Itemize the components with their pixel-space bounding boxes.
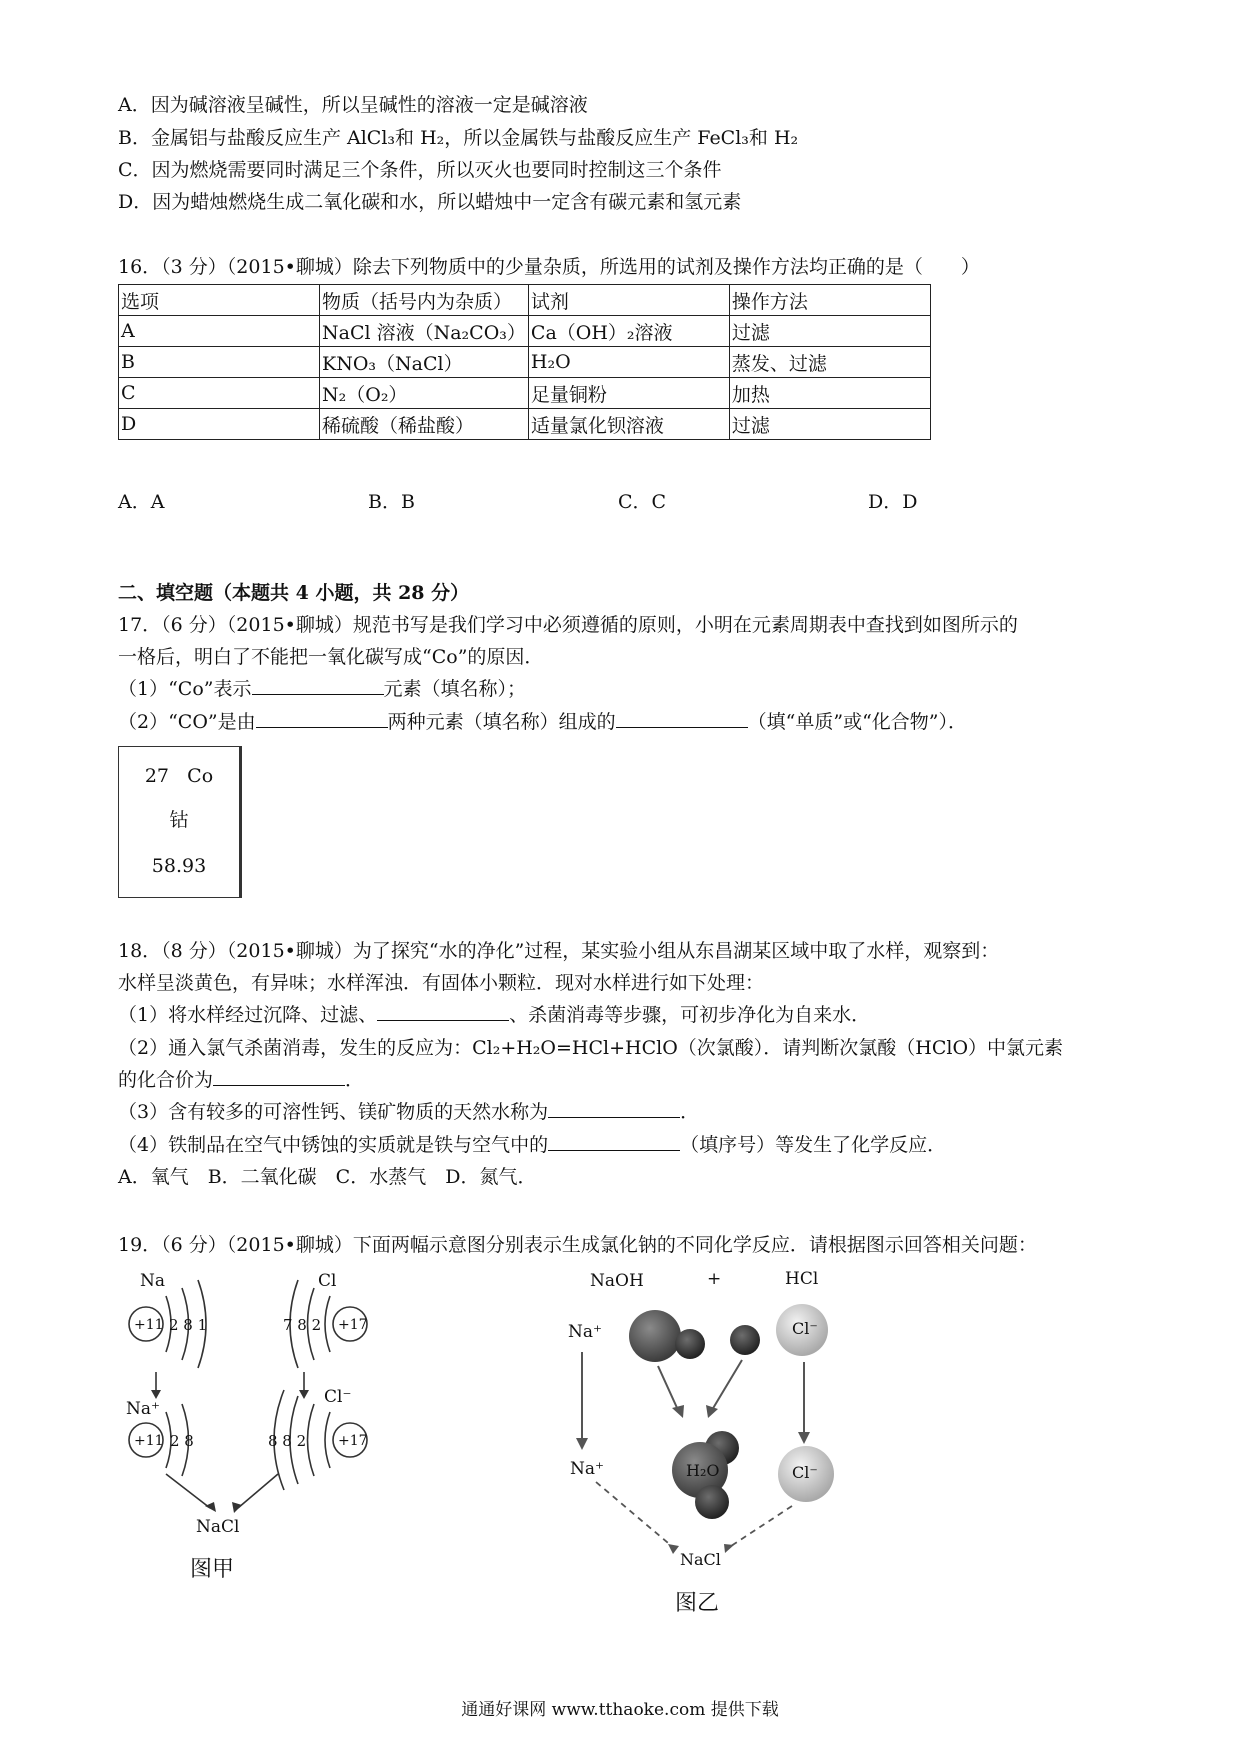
cl-ion-top: Cl⁻ xyxy=(792,1319,818,1338)
cl-ion-shells: 8 8 2 xyxy=(268,1432,307,1450)
arrowhead xyxy=(299,1390,309,1399)
arrowhead xyxy=(672,1405,684,1418)
q16-option-c: C．C xyxy=(618,491,667,513)
answer-blank[interactable] xyxy=(213,1067,345,1086)
page-footer: 通通好课网 www.tthaoke.com 提供下载 xyxy=(461,1700,779,1720)
arrow-line xyxy=(658,1366,678,1410)
q15-option-d: D．因为蜡烛燃烧生成二氧化碳和水，所以蜡烛中一定含有碳元素和氢元素 xyxy=(118,191,742,213)
arrowhead xyxy=(205,1502,216,1512)
q15-option-a: A．因为碱溶液呈碱性，所以呈碱性的溶液一定是碱溶液 xyxy=(118,94,588,116)
na-ion-nucleus: +11 xyxy=(134,1433,164,1449)
table-cell: 过滤 xyxy=(729,316,930,347)
q17-part1-text: （1）“Co”表示 xyxy=(118,678,252,700)
q18-part3-text: （3）含有较多的可溶性钙、镁矿物质的天然水称为 xyxy=(118,1101,549,1123)
dashed-arrow-line xyxy=(728,1506,792,1548)
q18-stem-line1: 18．（8 分）（2015•聊城）为了探究“水的净化”过程，某实验小组从东昌湖某区域中取了水样，观察到： xyxy=(118,940,1000,962)
table-cell: 稀硫酸（稀盐酸） xyxy=(320,409,529,440)
element-name: 钴 xyxy=(169,809,189,831)
na-ion-top: Na⁺ xyxy=(568,1322,602,1342)
answer-blank[interactable] xyxy=(548,1099,680,1118)
table-cell: N₂（O₂） xyxy=(320,378,529,409)
table-cell: D xyxy=(119,409,320,440)
element-symbol: Co xyxy=(187,765,214,787)
table-cell: 蒸发、过滤 xyxy=(729,347,930,378)
na-ion-shells: 2 8 xyxy=(170,1432,194,1450)
naoh-hydrogen-sphere xyxy=(675,1329,705,1359)
na-label: Na xyxy=(140,1271,166,1291)
table-header-row xyxy=(119,285,931,316)
answer-blank[interactable] xyxy=(256,709,388,728)
q18-part1-text-after: 、杀菌消毒等步骤，可初步净化为自来水． xyxy=(509,1004,871,1026)
arrowhead xyxy=(706,1405,718,1418)
q18-choices: A．氧气 B．二氧化碳 C．水蒸气 D．氮气． xyxy=(118,1166,537,1188)
arrowhead xyxy=(798,1432,810,1444)
cl-shell-arc xyxy=(325,1296,330,1352)
figure-yi xyxy=(560,1262,940,1612)
q18-part4 xyxy=(118,1132,946,1158)
q18-part3 xyxy=(118,1099,699,1125)
q18-part4-text-after: （填序号）等发生了化学反应． xyxy=(680,1134,947,1156)
hcl-label: HCl xyxy=(785,1269,819,1289)
q18-part4-text: （4）铁制品在空气中锈蚀的实质就是铁与空气中的 xyxy=(118,1134,549,1156)
water-hydrogen-sphere xyxy=(695,1485,729,1519)
figure-caption: 图甲 xyxy=(190,1557,235,1582)
arrow-line xyxy=(712,1360,742,1410)
section-title: 二、填空题（本题共 4 小题，共 28 分） xyxy=(118,582,470,604)
arrowhead xyxy=(668,1544,679,1554)
answer-blank[interactable] xyxy=(548,1132,680,1151)
q17-stem-line1: 17．（6 分）（2015•聊城）规范书写是我们学习中必须遵循的原则，小明在元素周期表中查找到如图所示的 xyxy=(118,614,1018,636)
arrow-line xyxy=(238,1474,278,1508)
q15-option-b: B．金属铝与盐酸反应生产 AlCl₃和 H₂，所以金属铁与盐酸反应生产 FeCl₃和 H₂ xyxy=(118,127,799,149)
table-cell: Ca（OH）₂溶液 xyxy=(528,316,729,347)
answer-blank[interactable] xyxy=(616,709,748,728)
table-row xyxy=(119,347,931,378)
q16-stem: 16．（3 分）（2015•聊城）除去下列物质中的少量杂质，所选用的试剂及操作方法均正确的是（ ） xyxy=(118,256,980,278)
cl-ion-bottom: Cl⁻ xyxy=(792,1463,818,1482)
q17-part2-text-mid: 两种元素（填名称）组成的 xyxy=(387,711,616,733)
hcl-hydrogen-sphere xyxy=(730,1325,760,1355)
cl-ion-label: Cl⁻ xyxy=(324,1387,352,1407)
q18-part1-text: （1）将水样经过沉降、过滤、 xyxy=(118,1004,378,1026)
q15-option-c: C．因为燃烧需要同时满足三个条件，所以灭火也要同时控制这三个条件 xyxy=(118,159,722,181)
q17-part2-text-after: （填“单质”或“化合物”）． xyxy=(747,711,968,733)
table-cell: KNO₃（NaCl） xyxy=(320,347,529,378)
na-ion-label: Na⁺ xyxy=(126,1399,160,1419)
q18-part1 xyxy=(118,1002,870,1028)
q18-stem-line2: 水样呈淡黄色，有异味；水样浑浊．有固体小颗粒．现对水样进行如下处理： xyxy=(118,972,765,994)
table-header: 试剂 xyxy=(528,285,729,316)
na-ion-bottom: Na⁺ xyxy=(570,1459,604,1479)
table-cell: 足量铜粉 xyxy=(528,378,729,409)
arrowhead xyxy=(724,1544,734,1553)
arrowhead xyxy=(151,1390,161,1399)
q17-part2 xyxy=(118,709,967,735)
table-cell: 加热 xyxy=(729,378,930,409)
q18-part2-text-after: ． xyxy=(345,1069,365,1091)
table-row xyxy=(119,409,931,440)
nacl-product: NaCl xyxy=(196,1517,240,1537)
dashed-arrow-line xyxy=(596,1482,674,1548)
q17-stem-line2: 一格后，明白了不能把一氧化碳写成“Co”的原因． xyxy=(118,646,544,668)
cl-shells: 7 8 2 xyxy=(283,1316,322,1334)
answer-blank[interactable] xyxy=(252,676,384,695)
q16-option-d: D．D xyxy=(868,491,918,513)
cl-label: Cl xyxy=(318,1271,337,1291)
table-cell: 过滤 xyxy=(729,409,930,440)
na-shells: 2 8 1 xyxy=(169,1316,208,1334)
naoh-oxygen-sphere xyxy=(629,1310,681,1362)
atomic-mass: 58.93 xyxy=(151,855,207,877)
q17-part1-text-after: 元素（填名称）； xyxy=(383,678,527,700)
q19-stem: 19．（6 分）（2015•聊城）下面两幅示意图分别表示生成氯化钠的不同化学反应．请根据图示回答相关问题： xyxy=(118,1234,1037,1256)
q16-option-a: A．A xyxy=(118,491,165,513)
table-header: 操作方法 xyxy=(729,285,930,316)
atomic-number: 27 xyxy=(144,765,170,787)
arrow-line xyxy=(166,1474,210,1508)
na-nucleus: +11 xyxy=(134,1317,164,1333)
table-row xyxy=(119,316,931,347)
table-cell: H₂O xyxy=(528,347,729,378)
cl-ion-shell-arc xyxy=(325,1412,330,1468)
arrowhead xyxy=(576,1438,588,1450)
nacl-product: NaCl xyxy=(680,1550,721,1569)
cl-ion-nucleus: +17 xyxy=(338,1433,368,1449)
periodic-table-cell xyxy=(118,746,242,898)
table-header: 选项 xyxy=(119,285,320,316)
q17-part2-text: （2）“CO”是由 xyxy=(118,711,256,733)
q17-part1 xyxy=(118,676,526,702)
q18-part3-text-after: ． xyxy=(680,1101,700,1123)
plus-sign: + xyxy=(707,1269,722,1289)
figure-caption: 图乙 xyxy=(675,1591,720,1612)
cl-ion-shell-arc xyxy=(308,1404,315,1476)
arrowhead xyxy=(232,1502,242,1513)
table-header: 物质（括号内为杂质） xyxy=(320,285,529,316)
element-header xyxy=(119,765,239,787)
table-row xyxy=(119,378,931,409)
figure-jia xyxy=(118,1262,398,1582)
q18-part2-line1: （2）通入氯气杀菌消毒，发生的反应为：Cl₂+H₂O=HCl+HClO（次氯酸）．请判断次氯酸（HClO）中氯元素 xyxy=(118,1037,1064,1059)
water-label: H₂O xyxy=(686,1461,720,1480)
table-cell: B xyxy=(119,347,320,378)
q18-part2-line2 xyxy=(118,1067,364,1093)
answer-blank[interactable] xyxy=(377,1002,509,1021)
naoh-label: NaOH xyxy=(590,1271,644,1291)
q16-table xyxy=(118,284,931,440)
q16-option-b: B．B xyxy=(368,491,415,513)
table-cell: NaCl 溶液（Na₂CO₃） xyxy=(320,316,529,347)
table-cell: A xyxy=(119,316,320,347)
table-cell: 适量氯化钡溶液 xyxy=(528,409,729,440)
q18-part2-text: 的化合价为 xyxy=(118,1069,214,1091)
cl-nucleus: +17 xyxy=(338,1317,368,1333)
table-cell: C xyxy=(119,378,320,409)
